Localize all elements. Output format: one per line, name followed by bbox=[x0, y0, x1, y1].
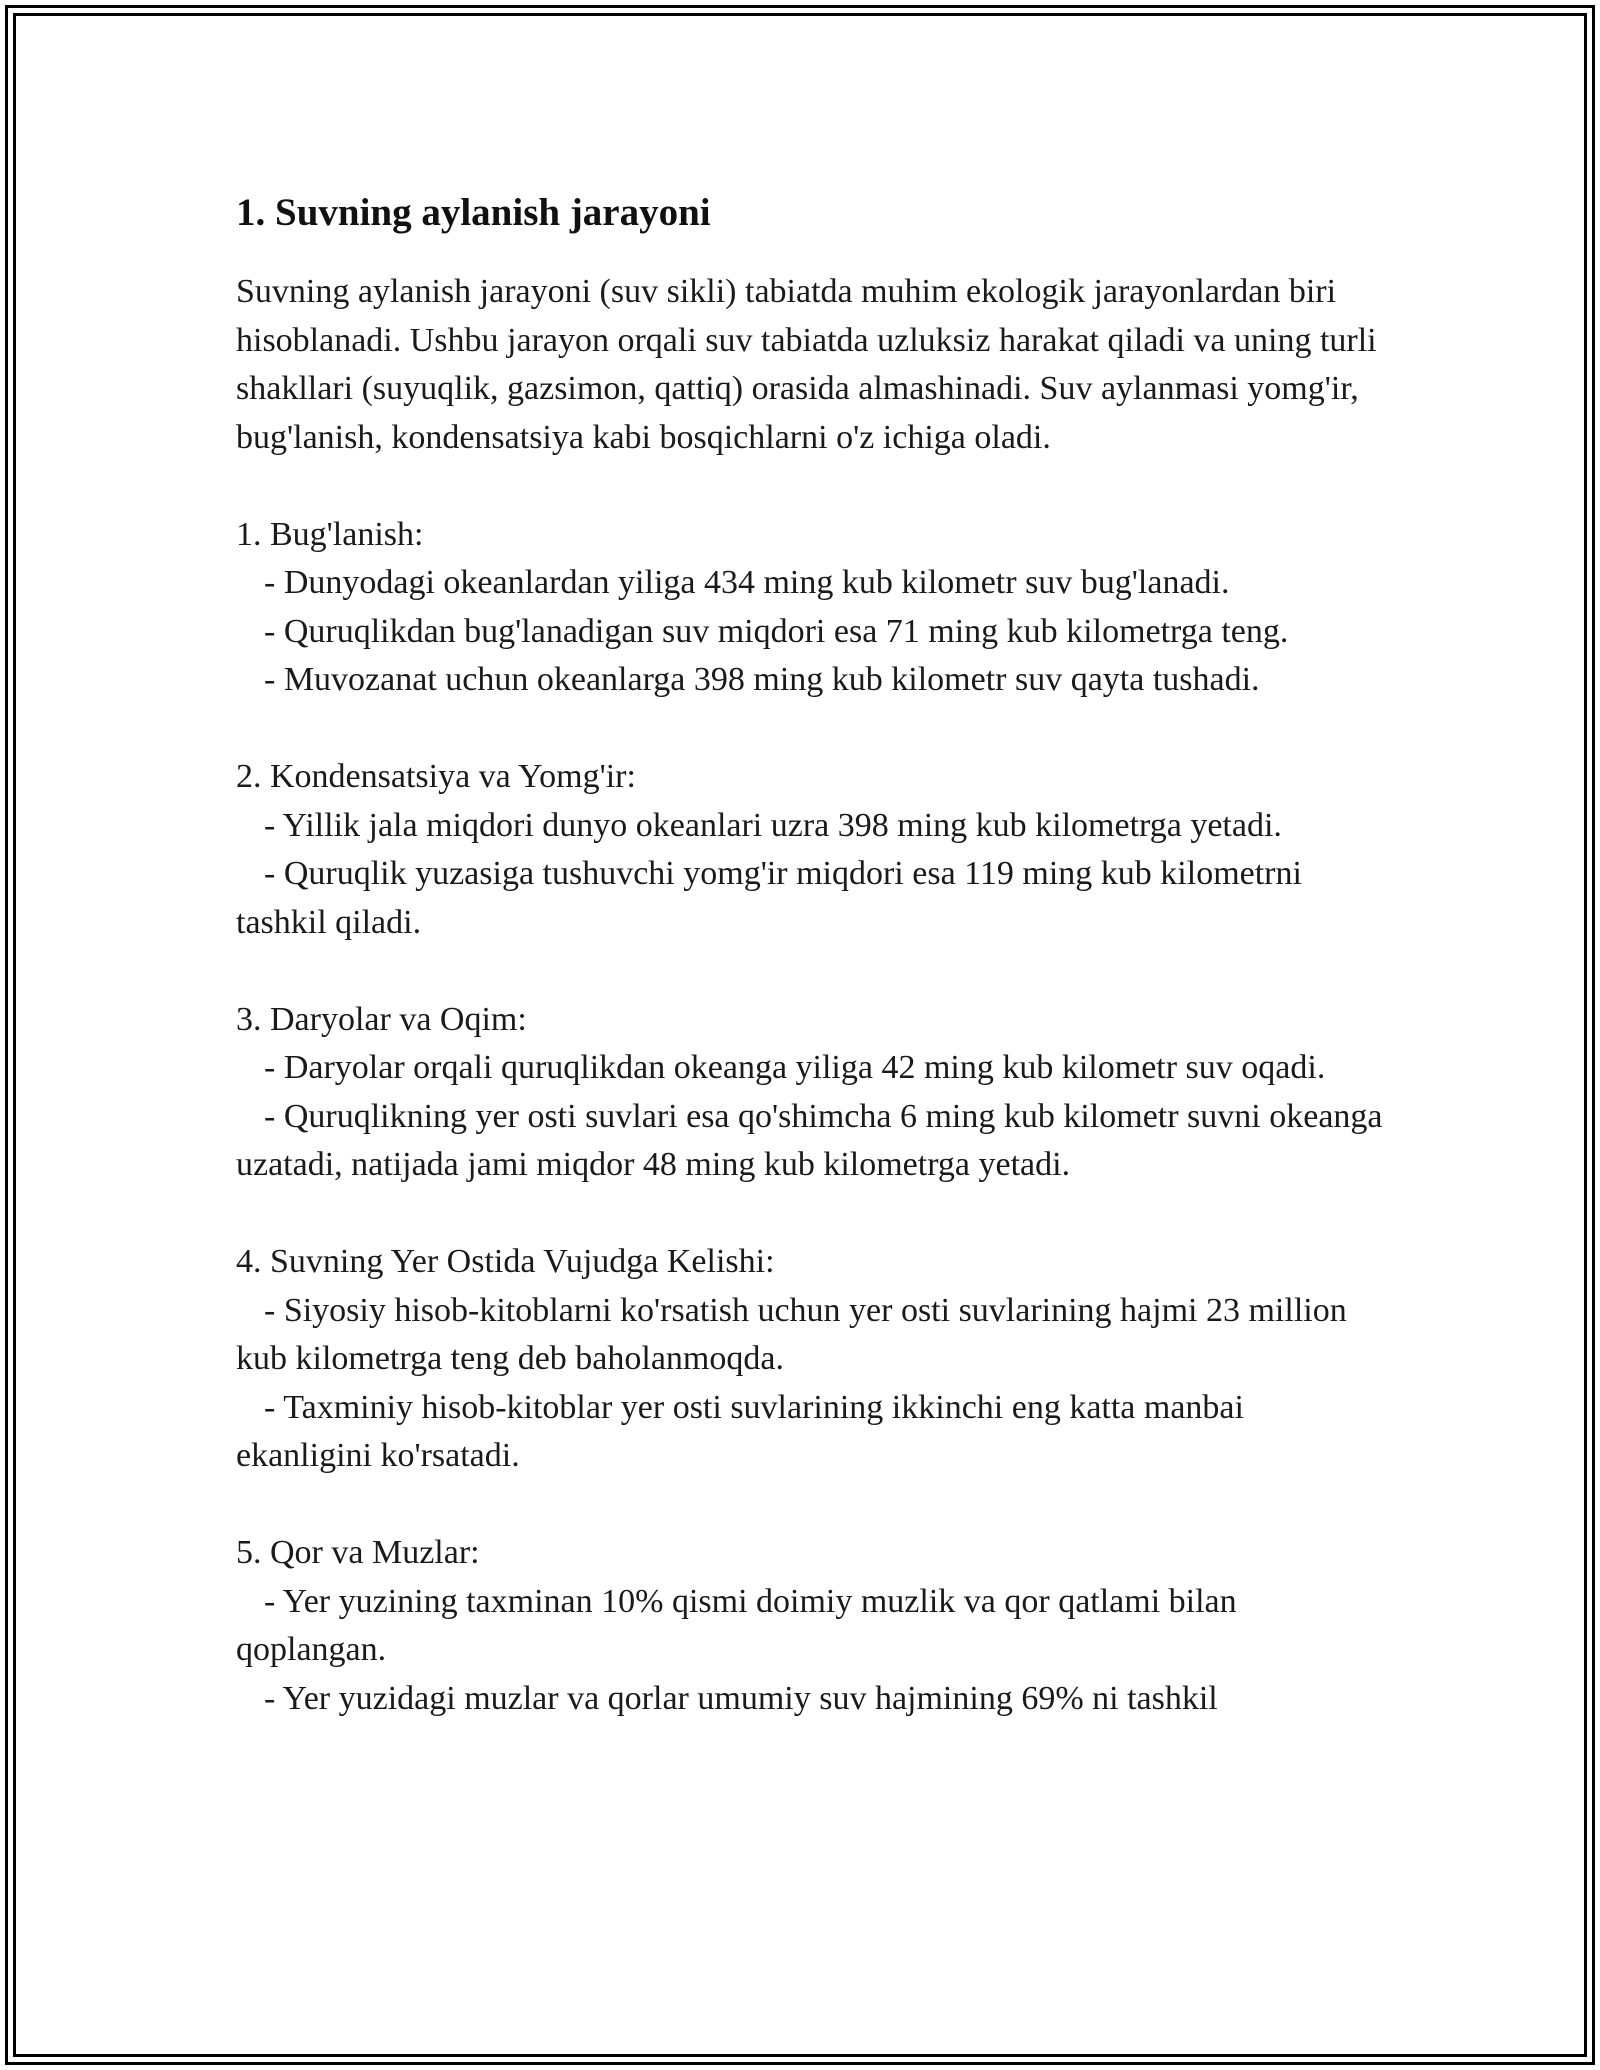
list-item: - Taxminiy hisob-kitoblar yer osti suvlarining ikkinchi eng katta manbai ekanligini ko'rsatadi. bbox=[236, 1388, 1244, 1474]
list-item: - Yer yuzining taxminan 10% qismi doimiy muzlik va qor qatlami bilan qoplangan. bbox=[236, 1582, 1237, 1668]
list-item: - Quruqlikning yer osti suvlari esa qo'shimcha 6 ming kub kilometr suvni okeanga uzatadi, natijada jami miqdor 48 ming kub kilometrga yetadi. bbox=[236, 1097, 1383, 1183]
list-item: - Quruqlik yuzasiga tushuvchi yomg'ir miqdori esa 119 ming kub kilometrni tashkil qiladi. bbox=[236, 855, 1302, 941]
section-heading: 4. Suvning Yer Ostida Vujudga Kelishi: bbox=[236, 1243, 775, 1280]
section-heading: 3. Daryolar va Oqim: bbox=[236, 1000, 527, 1038]
section-heading: 2. Kondensatsiya va Yomg'ir: bbox=[236, 758, 636, 795]
section-evaporation bbox=[236, 511, 1386, 705]
document-body bbox=[236, 180, 1386, 1723]
list-item: - Yillik jala miqdori dunyo okeanlari uzra 398 ming kub kilometrga yetadi. bbox=[264, 806, 1282, 844]
list-item: - Siyosiy hisob-kitoblarni ko'rsatish uchun yer osti suvlarining hajmi 23 million kub kilometrga teng deb baholanmoqda. bbox=[236, 1291, 1347, 1377]
section-condensation bbox=[236, 753, 1386, 947]
section-groundwater bbox=[236, 1238, 1386, 1481]
intro-paragraph: Suvning aylanish jarayoni (suv sikli) tabiatda muhim ekologik jarayonlardan biri hisoblanadi. Ushbu jarayon orqali suv tabiatda uzluksiz harakat qiladi va uning turli shakllari (suyuqlik, gazsimon, qattiq) orasida almashinadi. Suv aylanmasi yomg'ir, bug'lanish, kondensatsiya kabi bosqichlarni o'z ichiga oladi. bbox=[236, 273, 1377, 456]
section-snow-ice bbox=[236, 1529, 1386, 1723]
section-heading: 1. Bug'lanish: bbox=[236, 515, 424, 553]
list-item: - Muvozanat uchun okeanlarga 398 ming kub kilometr suv qayta tushadi. bbox=[264, 661, 1260, 698]
section-rivers bbox=[236, 996, 1386, 1190]
list-item: - Yer yuzidagi muzlar va qorlar umumiy suv hajmining 69% ni tashkil bbox=[264, 1679, 1218, 1717]
list-item: - Daryolar orqali quruqlikdan okeanga yiliga 42 ming kub kilometr suv oqadi. bbox=[264, 1049, 1326, 1086]
list-item: - Quruqlikdan bug'lanadigan suv miqdori esa 71 ming kub kilometrga teng. bbox=[264, 612, 1289, 650]
document-title: 1. Suvning aylanish jarayoni bbox=[236, 191, 711, 234]
section-heading: 5. Qor va Muzlar: bbox=[236, 1534, 480, 1571]
list-item: - Dunyodagi okeanlardan yiliga 434 ming kub kilometr suv bug'lanadi. bbox=[264, 564, 1230, 601]
